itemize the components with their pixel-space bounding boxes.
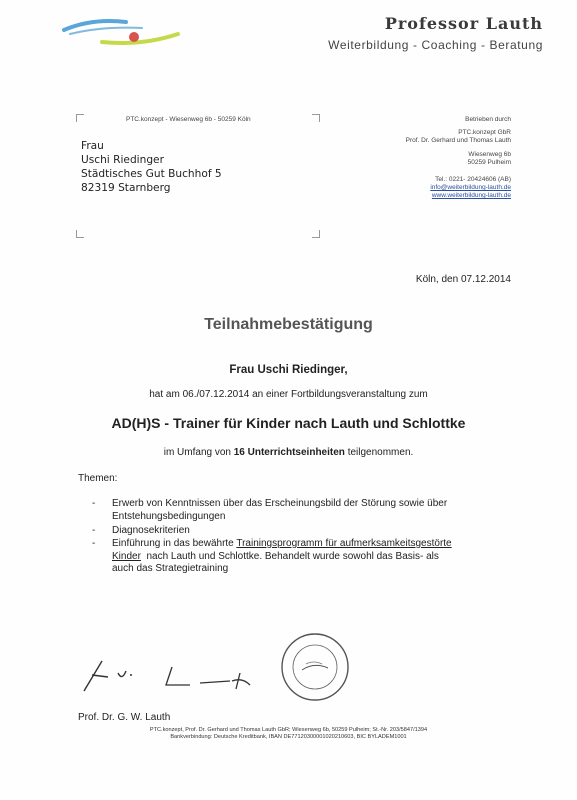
date-line: Köln, den 07.12.2014 [415,274,511,285]
logo-icon [62,16,182,56]
recipient-address [81,139,222,195]
bullet-dash: - [92,525,96,536]
operator-email-link[interactable]: info@weiterbildung-lauth.de [430,184,511,192]
signer-name: Prof. Dr. G. W. Lauth [78,712,171,723]
operator-city: 50259 Pulheim [467,158,511,166]
operator-label: Betrieben durch [465,116,511,123]
brand-tagline: Weiterbildung - Coaching - Beratung [328,38,543,52]
topic-text: Erwerb von Kenntnissen über das Erscheinungsbild der Störung sowie über [112,498,448,509]
scope-suffix: teilgenommen. [347,447,414,458]
brand-name: Professor Lauth [384,14,543,33]
address-corner-br [312,230,320,238]
topic-underlined-text: Kinder [112,550,141,562]
address-corner-tr [312,114,320,122]
address-corner-tl [76,114,84,122]
topic-text: auch das Strategietraining [112,563,229,574]
handwritten-signature [80,655,260,695]
topic-text: Entstehungsbedingungen [112,510,226,522]
operator-company: PTC.konzept GbR [458,129,511,137]
topic-item [92,538,526,576]
recipient-city: 82319 Starnberg [81,182,171,194]
recipient-street: Städtisches Gut Buchhof 5 [81,168,222,180]
scope-prefix: im Umfang von [163,447,231,458]
operator-website-link[interactable]: www.weiterbildung-lauth.de [431,192,511,200]
recipient-salutation: Frau [81,140,104,152]
page-title: Teilnahmebestätigung [204,316,373,333]
attendance-line: hat am 06./07.12.2014 an einer Fortbildungsveranstaltung zum [149,389,428,400]
operator-phone: Tel.: 0221- 20424606 (AB) [435,176,511,184]
footer [0,727,577,741]
address-corner-bl [76,230,84,238]
topic-text-pre: Einführung in das bewährte [112,538,234,549]
scope-units: 16 Unterrichtseinheiten [233,447,345,458]
bullet-dash: - [92,538,96,549]
topic-item [92,525,526,538]
topic-item [92,498,526,523]
letterhead [328,14,543,52]
operator-block [406,116,511,201]
operator-owners: Prof. Dr. Gerhard und Thomas Lauth [405,137,511,145]
topics-label: Themen: [78,473,118,484]
scope-line [0,447,577,458]
course-title: AD(H)S - Trainer für Kinder nach Lauth und Schlottke [111,415,466,431]
topic-text [96,551,526,564]
topic-text: Diagnosekriterien [112,525,190,536]
recipient-name: Uschi Riedinger [81,154,164,166]
company-stamp [280,632,350,702]
participant-name: Frau Uschi Riedinger, [229,364,348,376]
sender-line: PTC.konzept - Wiesenweg 6b - 50259 Köln [126,116,251,123]
topic-underlined-text: Trainingsprogramm für aufmerksamkeitsgestörte [236,538,452,549]
bullet-dash: - [92,498,96,509]
topic-text-post: nach Lauth und Schlottke. Behandelt wurde sowohl das Basis- als [146,550,439,562]
footer-line1: PTC.konzept, Prof. Dr. Gerhard und Thomas Lauth GbR; Wiesenweg 6b, 50259 Pulheim; St.-Nr. 203/5847/1394 [149,727,428,733]
operator-street: Wiesenweg 6b [468,150,511,158]
topic-text [96,538,526,551]
footer-line2: Bankverbindung: Deutsche Kreditbank, IBAN DE77120300001020210603, BIC BYLADEM1001 [170,734,407,741]
